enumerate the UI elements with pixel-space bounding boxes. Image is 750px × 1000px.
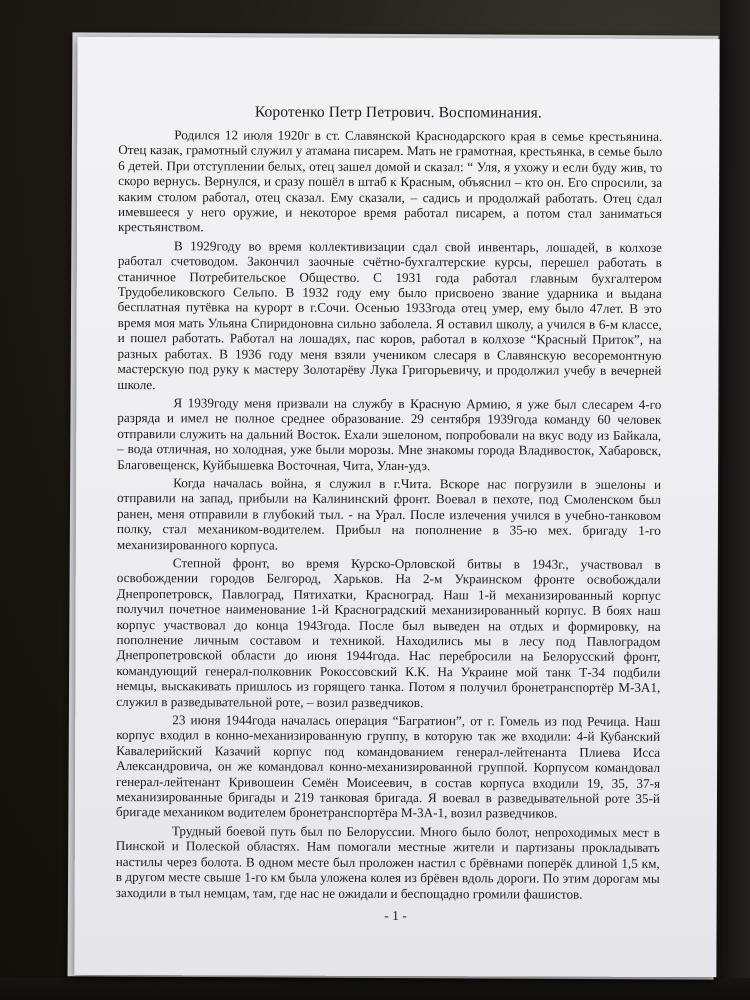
paragraph-collectivization: В 1929году во время коллективизации сдал свой инвентарь, лошадей, в колхозе работал счетоводом. Закончил заочные счётно-бухгалтерские курсы, перешел работать в станичное Потребительское Общество. С 1931 года работал главным бухгалтером Трудобеликовского Сельпо. В 1932 году ему было присвоено звание ударника и выдана бесплатная путёвка на курорт в г.Сочи. Осенью 1933года отец умер, ему было 47лет. В это время моя мать Ульяна Спиридоновна сильно заболела. Я оставил школу, а учился в 6-м классе, и пошел работать. Работал на лошадях, пас коров, работал в колхозе “Красный Приток”, на разных работах. В 1936 году меня взяли учеником слесаря в Славянскую весоремонтную мастерскую под руку к мастеру Золотарёву Лука Григорьевичу, и продолжил учебу в вечерней школе.: [117, 238, 662, 392]
page-number: - 1 -: [384, 907, 407, 924]
paragraph-army-service: Я 1939году меня призвали на службу в Красную Армию, я уже был слесарем 4-го разряда и имел не полное среднее образование. 29 сентября 1939года команду 60 человек отправили служить на дальний Восток. Ехали эшелоном, попробовали на вкус воду из Байкала, – вода отличная, но холодная, уже были морозы. Мне знакомы города Владивосток, Хабаровск, Благовещенск, Куйбышевка Восточная, Чита, Улан-удэ.: [117, 395, 662, 473]
document-page: [74, 37, 719, 977]
paragraph-war-start: Когда началась война, я служил в г.Чита. Вскоре нас погрузили в эшелоны и отправили на запад, прибыли на Калининский фронт. Воевал в пехоте, под Смоленском был ранен, меня отправили в глубокий тыл. - на Урал. После излечения учился в учебно-танковом полку, стал механиком-водителем. Прибыл на пополнение в 35-ю мех. бригаду 1-го механизированного корпуса.: [116, 475, 662, 553]
paragraph-bagration: 23 июня 1944года началась операция “Багратион”, от г. Гомель из под Речица. Наш корпус входил в конно-механизированную группу, в которую так же входили: 4-й Кубанский Кавалерийский Казачий корпус под командованием генерал-лейтенанта Плиева Исса Александровича, он же командовал конно-механизированной группой. Корпусом командовал генерал-лейтенант Кривошеин Семён Моисеевич, в состав корпуса входили 19, 35, 37-я механизированные бригады и 219 танковая бригада. Я воевал в разведывательной роте 35-й бригаде механиком водителем бронетранспортёра М-3А-1, возил разведчиков.: [115, 712, 661, 822]
document-body: [116, 127, 663, 905]
paragraph-steppe-front: Степной фронт, во время Курско-Орловской битвы в 1943г., участвовал в освобождении городов Белгород, Харьков. На 2-м Украинском фронте освобождали Днепропетровск, Павлоград, Пятихатки, Красноград. Наш 1-й механизированный корпус получил почетное наименование 1-й Красноградский механизированный корпус. В боях наш корпус участвовал до конца 1943года. После был выведен на отдых и формировку, на пополнение личным составом и техникой. Находились мы в лесу под Павлоградом Днепропетровской области до июня 1944года. Нас перебросили на Белорусский фронт, командующий генерал-полковник Рокоссовский К.К. На Украине мой танк Т-34 подбили немцы, выскакивать пришлось из горящего танка. Потом я получил бронетранспортёр М-3А1, служил в разведывательной роте, – возил разведчиков.: [116, 555, 661, 710]
paragraph-belarus: Трудный боевой путь был по Белоруссии. Много было болот, непроходимых мест в Пинской и Полеской областях. Нам помогали местные жители и партизаны прокладывать настилы через болота. В одном месте был проложен настил с брёвнами поперёк длиной 1,5 км, в другом месте свыше 1-го км была уложена колея из брёвен вдоль дороги. По этим дорогам мы заходили в тыл немцам, там, где нас не ожидали и беспощадно громили фашистов.: [115, 823, 660, 902]
binder-edge: [720, 0, 750, 1000]
document-title: Коротенко Петр Петрович. Воспоминания.: [254, 103, 542, 122]
binder-bottom-edge: [0, 978, 750, 1000]
paragraph-birth: Родился 12 июля 1920г в ст. Славянской Краснодарского края в семье крестьянина. Отец казак, грамотный служил у атамана писарем. Мать не грамотная, крестьянка, в семье было 6 детей. При отступлении белых, отец зашел домой и сказал: “ Уля, я ухожу и если буду жив, то скоро вернусь. Вернулся, и сразу пошёл в штаб к Красным, объяснил – кто он. Его спросили, за каким столом работал, отец сказал. Ему сказали, – садись и продолжай работать. Отец сдал имевшееся у него оружие, и некоторое время работал писарем, а потом стал заниматься крестьянством.: [117, 127, 663, 235]
